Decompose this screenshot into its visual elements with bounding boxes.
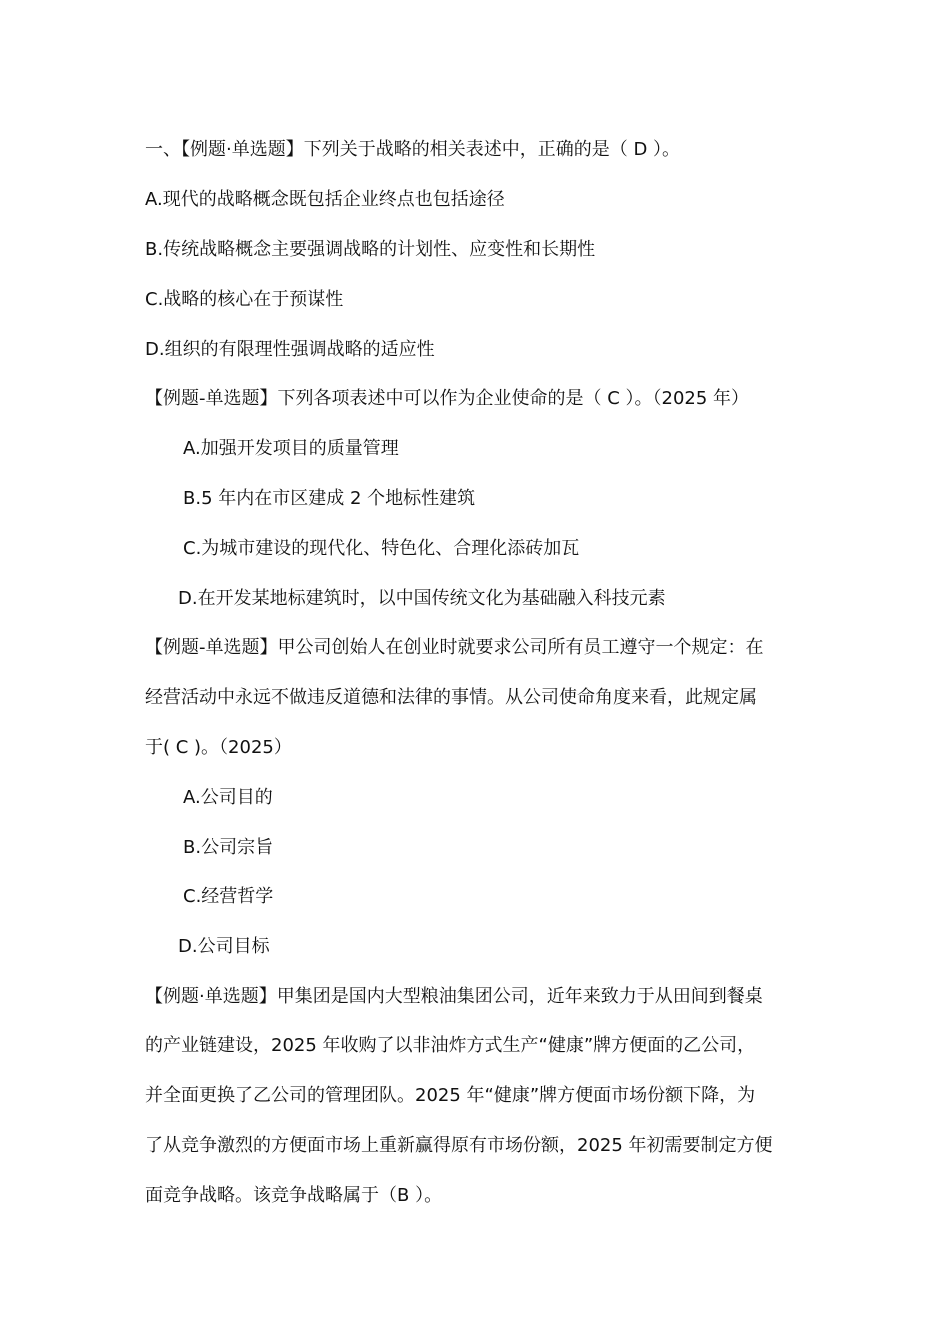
q3-option-c: C.经营哲学: [183, 886, 274, 907]
q2-option-d: D.在开发某地标建筑时，以中国传统文化为基础融入科技元素: [178, 588, 666, 609]
q3-option-b: B.公司宗旨: [183, 837, 274, 858]
q3-stem-line-3: 于( C )。（2025）: [145, 737, 292, 758]
q4-stem-line-3: 并全面更换了乙公司的管理团队。2025 年“健康”牌方便面市场份额下降，为: [145, 1085, 756, 1106]
q4-stem-line-4: 了从竞争激烈的方便面市场上重新赢得原有市场份额，2025 年初需要制定方便: [145, 1135, 773, 1156]
q2-stem-line-1: 【例题-单选题】下列各项表述中可以作为企业使命的是（ C ）。（2025 年）: [145, 388, 750, 409]
q2-option-c: C.为城市建设的现代化、特色化、合理化添砖加瓦: [183, 538, 580, 559]
q1-stem-line-1: 一、【例题·单选题】下列关于战略的相关表述中，正确的是（ D ）。: [145, 139, 681, 160]
q4-stem-line-5: 面竞争战略。该竞争战略属于（B ）。: [145, 1185, 443, 1206]
q4-stem-line-2: 的产业链建设，2025 年收购了以非油炸方式生产“健康”牌方便面的乙公司，: [145, 1035, 756, 1056]
q2-option-a: A.加强开发项目的质量管理: [183, 438, 399, 459]
q4-stem-line-1: 【例题·单选题】甲集团是国内大型粮油集团公司，近年来致力于从田间到餐桌: [145, 986, 763, 1007]
q1-option-a: A.现代的战略概念既包括企业终点也包括途径: [145, 189, 505, 210]
q1-option-d: D.组织的有限理性强调战略的适应性: [145, 339, 435, 360]
q1-option-b: B.传统战略概念主要强调战略的计划性、应变性和长期性: [145, 239, 596, 260]
q3-stem-line-2: 经营活动中永远不做违反道德和法律的事情。从公司使命角度来看，此规定属: [145, 687, 757, 708]
q3-option-d: D.公司目标: [178, 936, 270, 957]
q1-option-c: C.战略的核心在于预谋性: [145, 289, 344, 310]
q2-option-b: B.5 年内在市区建成 2 个地标性建筑: [183, 488, 476, 509]
q3-stem-line-1: 【例题-单选题】甲公司创始人在创业时就要求公司所有员工遵守一个规定：在: [145, 637, 764, 658]
q3-option-a: A.公司目的: [183, 787, 273, 808]
